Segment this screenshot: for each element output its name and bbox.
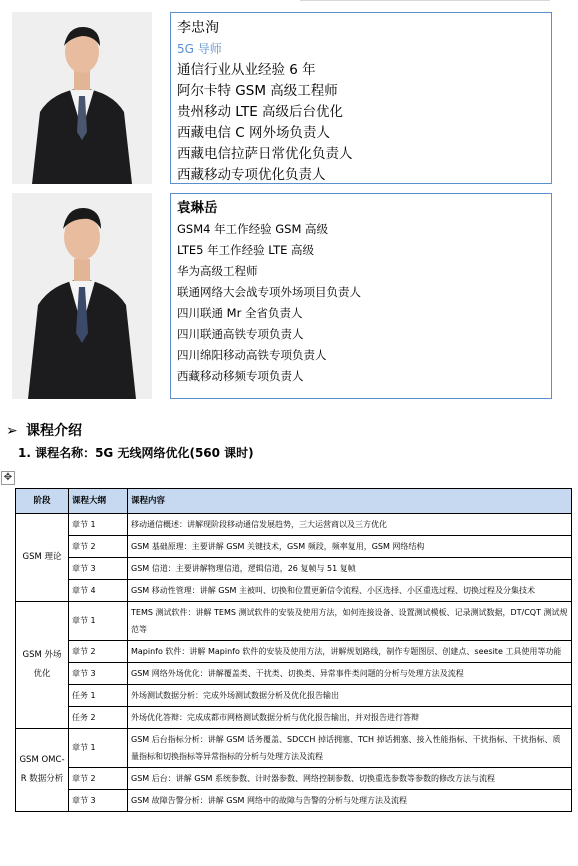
table-row (16, 685, 572, 707)
teacher-1-line: 通信行业从业经验 6 年 (177, 62, 316, 78)
chapter-cell: 章节 3 (69, 790, 128, 812)
chapter-cell: 章节 1 (69, 602, 128, 641)
stage-cell: GSM 外场优化 (16, 602, 69, 729)
chapter-cell: 章节 1 (69, 729, 128, 768)
course-table (15, 488, 572, 812)
teacher-2-line: 联通网络大会战专项外场项目负责人 (177, 285, 361, 299)
content-cell: GSM 后台：讲解 GSM 系统参数、计时器参数、网络控制参数、切换重选参数等参数的修改方法与流程 (128, 768, 572, 790)
teacher-1-name: 李忠洵 (177, 20, 219, 36)
table-row (16, 602, 572, 641)
content-cell: GSM 移动性管理：讲解 GSM 主被叫、切换和位置更新信令流程、小区选择、小区重选过程、切换过程及分集技术 (128, 580, 572, 602)
table-row (16, 768, 572, 790)
teacher-2-line: 华为高级工程师 (177, 264, 258, 278)
teacher-2-name: 袁琳岳 (177, 200, 218, 216)
content-cell: GSM 故障告警分析：讲解 GSM 网络中的故障与告警的分析与处理方法及流程 (128, 790, 572, 812)
table-row (16, 536, 572, 558)
teacher-2-line: LTE5 年工作经验 LTE 高级 (177, 243, 315, 257)
teacher-1-line: 阿尔卡特 GSM 高级工程师 (177, 83, 338, 99)
content-cell: GSM 基础原理：主要讲解 GSM 关键技术，GSM 频段，频率复用，GSM 网络结构 (128, 536, 572, 558)
content-cell: GSM 后台指标分析：讲解 GSM 话务覆盖、SDCCH 掉话拥塞、TCH 掉话拥塞、接入性能指标、干扰指标、干扰指标、质量指标和切换指标等异常指标的分析与处理方法及流程 (128, 729, 572, 768)
chapter-cell: 章节 4 (69, 580, 128, 602)
teacher-1-photo (12, 12, 152, 184)
teacher-2-line: 西藏移动移频专项负责人 (177, 369, 304, 383)
section-heading (6, 420, 82, 440)
table-row (16, 558, 572, 580)
teacher-2-line: 四川联通高铁专项负责人 (177, 327, 304, 341)
chapter-cell: 章节 2 (69, 641, 128, 663)
content-cell: GSM 信道：主要讲解物理信道，逻辑信道，26 复帧与 51 复帧 (128, 558, 572, 580)
chapter-cell: 章节 2 (69, 536, 128, 558)
teacher-2-photo (12, 193, 152, 399)
table-header-row (16, 489, 572, 514)
content-cell: 移动通信概述：讲解现阶段移动通信发展趋势，三大运营商以及三方优化 (128, 514, 572, 536)
table-row (16, 790, 572, 812)
table-row (16, 663, 572, 685)
table-row (16, 729, 572, 768)
header-outline: 课程大纲 (69, 489, 128, 514)
content-cell: Mapinfo 软件：讲解 Mapinfo 软件的安装及使用方法，讲解规划路线，制作专题图层、创建点、seesite 工具使用等功能 (128, 641, 572, 663)
header-content: 课程内容 (128, 489, 572, 514)
table-row (16, 514, 572, 536)
table-row (16, 580, 572, 602)
chapter-cell: 任务 1 (69, 685, 128, 707)
chapter-cell: 章节 3 (69, 558, 128, 580)
table-move-handle-icon[interactable]: ✥ (1, 471, 15, 485)
chapter-cell: 任务 2 (69, 707, 128, 729)
header-stage: 阶段 (16, 489, 69, 514)
section-title: 课程介绍 (26, 423, 82, 439)
teacher-2-line: 四川绵阳移动高铁专项负责人 (177, 348, 327, 362)
teacher-1-line: 贵州移动 LTE 高级后台优化 (177, 104, 344, 120)
content-cell: 外场测试数据分析：完成外场测试数据分析及优化报告输出 (128, 685, 572, 707)
page-top-rule (300, 0, 550, 3)
content-cell: GSM 网络外场优化：讲解覆盖类、干扰类、切换类、异常事件类问题的分析与处理方法及流程 (128, 663, 572, 685)
teacher-1-bio (170, 12, 552, 184)
teacher-1-line: 西藏移动专项优化负责人 (177, 167, 326, 183)
arrow-bullet-icon: ➢ (6, 423, 18, 439)
content-cell: 外场优化答辩：完成成都市网格测试数据分析与优化报告输出，并对报告进行答辩 (128, 707, 572, 729)
table-row (16, 641, 572, 663)
course-name: 1. 课程名称：5G 无线网络优化(560 课时) (18, 446, 254, 460)
teacher-1-line: 5G 导师 (177, 42, 222, 56)
stage-cell: GSM OMC-R 数据分析 (16, 729, 69, 812)
content-cell: TEMS 测试软件：讲解 TEMS 测试软件的安装及使用方法，如何连接设备、设置测试模板、记录测试数据，DT/CQT 测试规范等 (128, 602, 572, 641)
table-row (16, 707, 572, 729)
teacher-1-line: 西藏电信拉萨日常优化负责人 (177, 146, 353, 162)
chapter-cell: 章节 2 (69, 768, 128, 790)
chapter-cell: 章节 3 (69, 663, 128, 685)
teacher-2-bio (170, 193, 552, 399)
chapter-cell: 章节 1 (69, 514, 128, 536)
stage-cell: GSM 理论 (16, 514, 69, 602)
teacher-1-line: 西藏电信 C 网外场负责人 (177, 125, 331, 141)
teacher-2-line: GSM4 年工作经验 GSM 高级 (177, 222, 329, 236)
teacher-2-line: 四川联通 Mr 全省负责人 (177, 306, 303, 320)
